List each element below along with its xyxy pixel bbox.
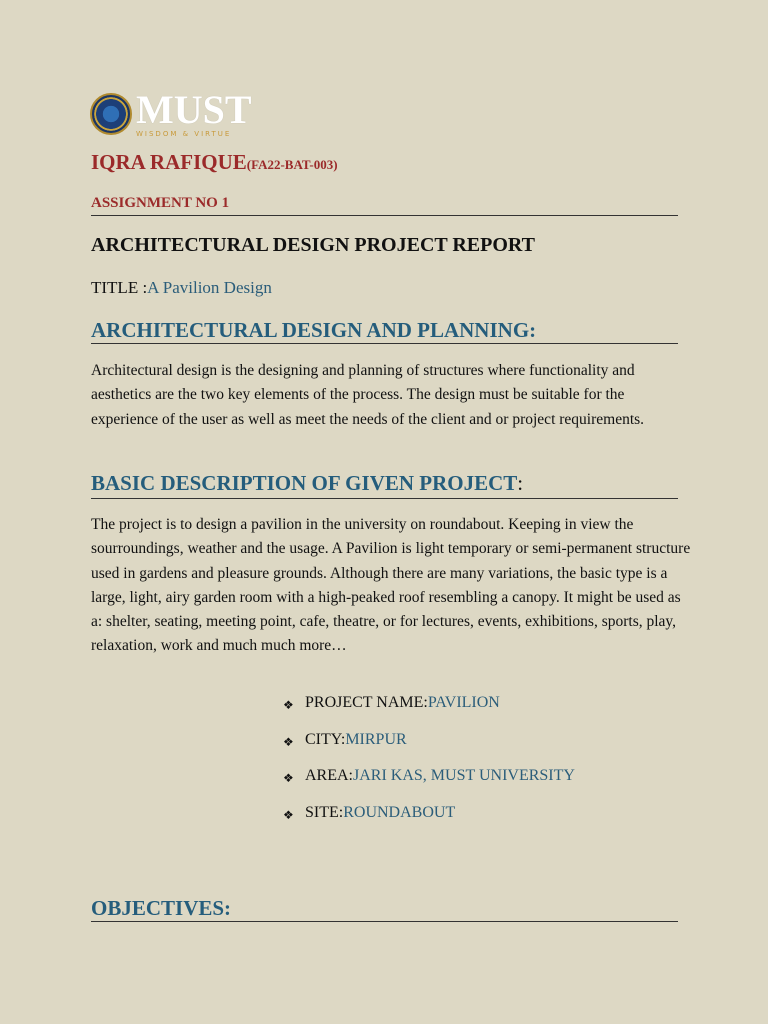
diamond-bullet-icon: ❖ <box>283 771 294 786</box>
registration-number: (FA22-BAT-003) <box>246 157 338 172</box>
detail-value: ROUNDABOUT <box>343 804 456 822</box>
section-heading-design-planning: ARCHITECTURAL DESIGN AND PLANNING: <box>91 318 537 342</box>
list-item <box>283 731 575 768</box>
divider <box>91 343 678 344</box>
section-heading-objectives: OBJECTIVES: <box>91 896 232 920</box>
must-logo <box>90 88 252 140</box>
detail-value: MIRPUR <box>345 730 407 748</box>
design-planning-paragraph: Architectural design is the designing and planning of structures where functionality and aesthetics are the two key elements of the process. The design must be suitable for the experience of the user as well as meet the needs of the client and or project requirements. <box>91 362 645 428</box>
university-seal-icon <box>90 93 132 135</box>
section-heading-basic-description: BASIC DESCRIPTION OF GIVEN PROJECT: <box>91 471 524 495</box>
divider <box>91 215 678 216</box>
detail-label: SITE: <box>305 804 344 822</box>
author-line <box>91 150 338 175</box>
detail-label: PROJECT NAME: <box>305 694 428 711</box>
diamond-bullet-icon: ❖ <box>283 808 294 823</box>
logo-wordmark: MUST <box>136 87 252 132</box>
detail-label: CITY: <box>305 730 346 748</box>
assignment-number: ASSIGNMENT NO 1 <box>91 195 230 211</box>
detail-value: JARI KAS, MUST UNIVERSITY <box>353 767 575 785</box>
logo-tagline: WISDOM & VIRTUE <box>136 130 232 138</box>
divider <box>91 921 678 922</box>
diamond-bullet-icon: ❖ <box>283 698 294 712</box>
title-value: A Pavilion Design <box>147 278 272 297</box>
report-title: ARCHITECTURAL DESIGN PROJECT REPORT <box>91 234 536 256</box>
list-item <box>283 767 575 804</box>
list-item <box>283 804 575 841</box>
detail-value: PAVILION <box>427 694 500 711</box>
list-item <box>283 694 575 731</box>
divider <box>91 498 678 499</box>
basic-description-paragraph: The project is to design a pavilion in the university on roundabout. Keeping in view the sourroundings, weather and the usage. A Pavilion is light temporary or semi-permanent structure used in gardens and pleasure grounds. Although there are many variations, the basic type is a large, light, airy garden room with a high-peaked roof resembling a canopy. It might be used as a: shelter, seating, meeting point, cafe, theatre, or for lectures, events, exhibitions, sports, play, relaxation, work and much much more… <box>91 516 691 655</box>
title-line <box>91 278 272 298</box>
project-details-list <box>283 694 575 841</box>
detail-label: AREA: <box>305 767 353 785</box>
diamond-bullet-icon: ❖ <box>283 734 294 749</box>
author-name: IQRA RAFIQUE <box>91 150 247 174</box>
title-label: TITLE : <box>91 278 148 297</box>
